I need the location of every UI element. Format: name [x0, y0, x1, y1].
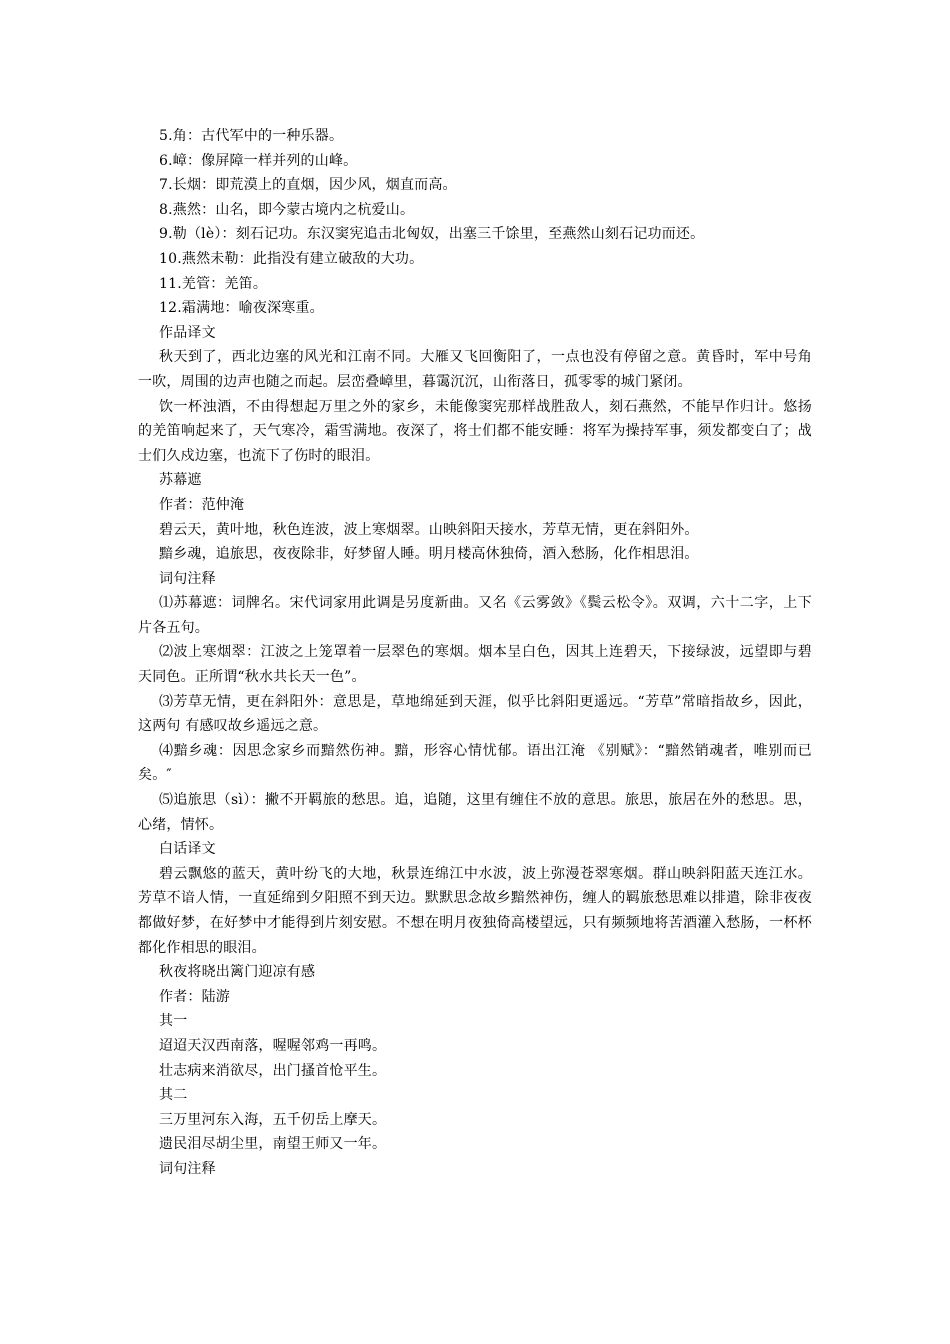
poem-line: 迢迢天汉西南落，喔喔邻鸡一再鸣。	[159, 1037, 387, 1054]
poem-part-label: 其二	[159, 1087, 188, 1104]
vernacular-paragraph: 碧云飘悠的蓝天，黄叶纷飞的大地，秋景连绵江中水波，波上弥漫苍翠寒烟。群山映斜阳蓝天连江水。芳草不谙人情，一直延绵到夕阳照不到天边。默默思念故乡黯然神伤，缠人的羁旅愁思难以排遣，除非夜夜都做好梦，在好梦中才能得到片刻安慰。不想在明月夜独倚高楼望远，只有频频地将苦酒灌入愁肠，一杯杯都化作相思的眼泪。	[138, 865, 812, 956]
note-line: 12.霜满地：喻夜深寒重。	[159, 300, 324, 317]
annotation: ⑴苏幕遮：词牌名。宋代词家用此调是另度新曲。又名《云雾敛》《鬓云松令》。双调，六十二字，上下片各五句。	[138, 595, 812, 636]
annotation: ⑷黯乡魂：因思念家乡而黯然伤神。黯，形容心情忧郁。语出江淹 《别赋》：“黯然销魂者，唯别而已矣。″	[138, 742, 812, 784]
poem-line: 碧云天，黄叶地，秋色连波，波上寒烟翠。山映斜阳天接水，芳草无情，更在斜阳外。	[159, 521, 699, 538]
poem-title: 秋夜将晓出篱门迎凉有感	[159, 964, 316, 981]
poem-author: 作者：范仲淹	[159, 496, 245, 513]
annotation: ⑶芳草无情，更在斜阳外：意思是，草地绵延到天涯，似乎比斜阳更遥远。“芳草”常暗指故乡，因此，这两句 有感叹故乡遥远之意。	[138, 693, 812, 735]
annotation: ⑸追旅思（sì）：撇不开羁旅的愁思。追，追随，这里有缠住不放的意思。旅思，旅居在外的愁思。思，心绪，情怀。	[138, 792, 812, 833]
poem-part-label: 其一	[159, 1013, 188, 1030]
note-line: 7.长烟：即荒漠上的直烟，因少风，烟直而高。	[159, 177, 457, 194]
note-line: 10.燕然未勒：此指没有建立破敌的大功。	[159, 250, 424, 267]
note-line: 6.嶂：像屏障一样并列的山峰。	[159, 152, 358, 169]
section-heading: 词句注释	[159, 570, 216, 587]
note-line: 8.燕然：山名，即今蒙古境内之杭爱山。	[159, 201, 415, 218]
section-heading: 白话译文	[159, 841, 216, 858]
poem-title: 苏幕遮	[159, 472, 202, 489]
translation-paragraph: 饮一杯浊酒，不由得想起万里之外的家乡，未能像窦宪那样战胜敌人，刻石燕然，不能早作归计。悠扬的羌笛响起来了，天气寒冷，霜雪满地。夜深了，将士们都不能安睡：将军为操持军事，须发都变白了；战士们久戍边塞，也流下了伤时的眼泪。	[138, 398, 812, 464]
section-heading: 作品译文	[159, 324, 216, 341]
section-heading: 词句注释	[159, 1160, 216, 1177]
poem-line: 遗民泪尽胡尘里，南望王师又一年。	[159, 1136, 387, 1153]
annotation: ⑵波上寒烟翠：江波之上笼罩着一层翠色的寒烟。烟本呈白色，因其上连碧天，下接绿波，远望即与碧天同色。正所谓“秋水共长天一色”。	[138, 644, 812, 686]
poem-line: 壮志病来消欲尽，出门搔首怆平生。	[159, 1062, 387, 1079]
note-line: 5.角：古代军中的一种乐器。	[159, 128, 344, 144]
note-line: 11.羌管：羌笛。	[159, 275, 268, 292]
note-line: 9.勒（lè）：刻石记功。东汉窦宪追击北匈奴，出塞三千馀里，至燕然山刻石记功而还。	[159, 226, 705, 243]
poem-line: 黯乡魂，追旅思，夜夜除非，好梦留人睡。明月楼高休独倚，酒入愁肠，化作相思泪。	[159, 546, 699, 563]
poem-author: 作者：陆游	[159, 988, 230, 1005]
translation-paragraph: 秋天到了，西北边塞的风光和江南不同。大雁又飞回衡阳了，一点也没有停留之意。黄昏时，军中号角一吹，周围的边声也随之而起。层峦叠嶂里，暮霭沉沉，山衔落日，孤零零的城门紧闭。	[138, 349, 812, 390]
poem-line: 三万里河东入海，五千仞岳上摩天。	[159, 1111, 387, 1128]
